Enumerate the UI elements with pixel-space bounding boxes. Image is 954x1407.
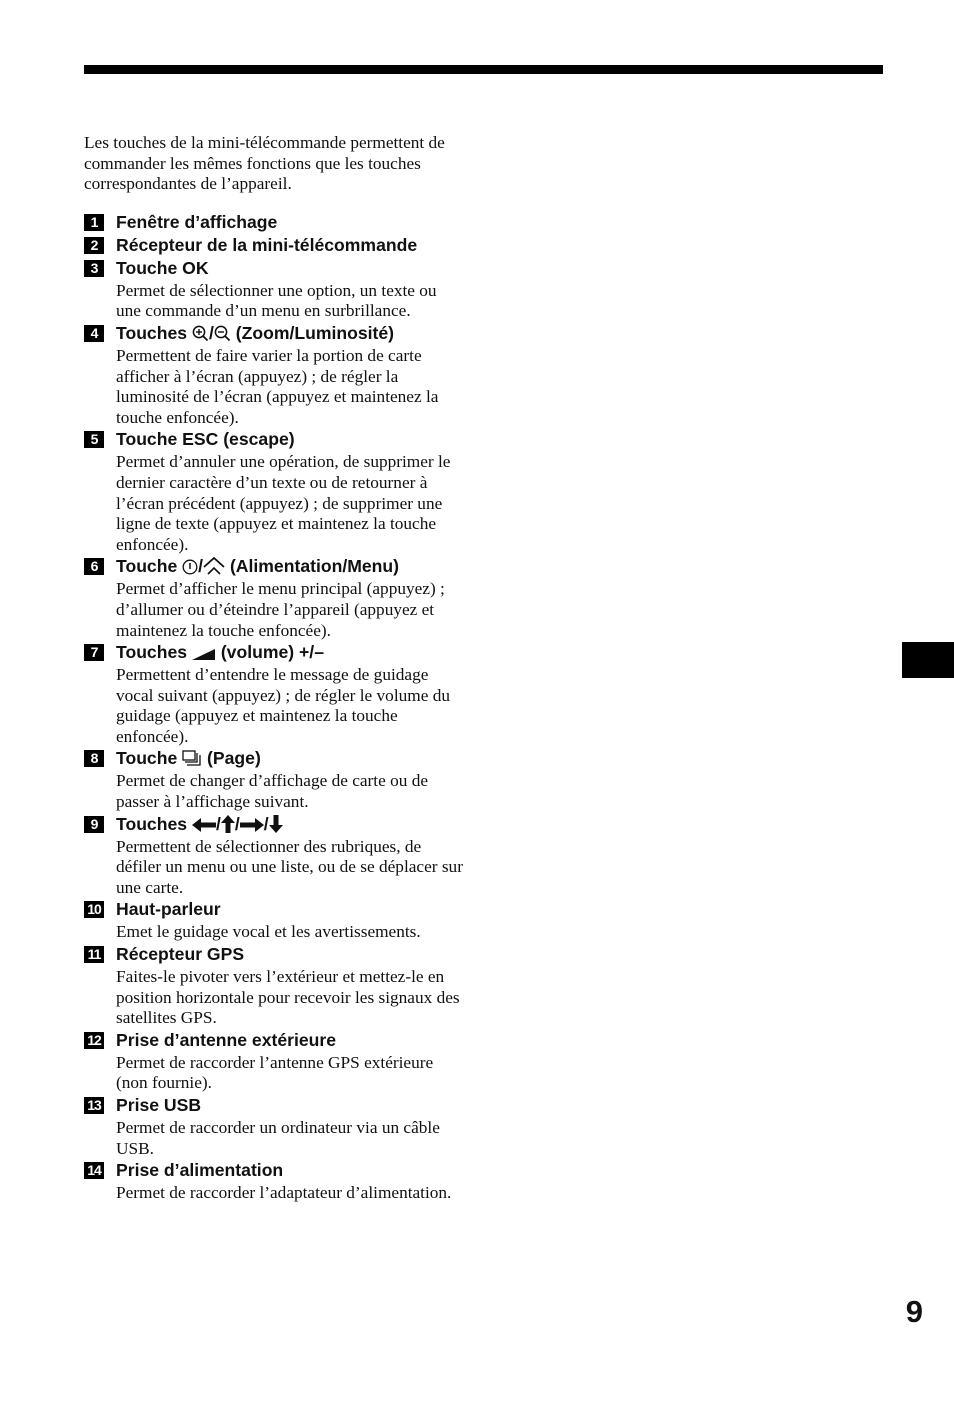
arrow-left-icon (192, 817, 216, 833)
item-number: 12 (84, 1032, 104, 1049)
home-menu-icon (203, 557, 225, 575)
item-number: 9 (84, 816, 104, 833)
item-heading-suffix: (Alimentation/Menu) (229, 556, 400, 577)
item-description: Permet de sélectionner une option, un texte ou une commande d’un menu en surbrillance. (116, 280, 437, 321)
icon-separator: / (234, 813, 240, 834)
item-number: 14 (84, 1162, 104, 1179)
item-description: Permet de changer d’affichage de carte ou de passer à l’affichage suivant. (116, 771, 429, 812)
item-heading: Récepteur GPS (116, 944, 245, 965)
item-description: Permettent de sélectionner des rubriques, de défiler un menu ou une liste, ou de se déplacer sur une carte. (116, 836, 463, 897)
list-item (84, 234, 464, 257)
power-icon (182, 559, 198, 575)
list-item (84, 322, 464, 428)
icon-separator: / (263, 813, 269, 834)
item-number: 5 (84, 431, 104, 448)
item-heading-prefix: Touche (116, 748, 178, 769)
item-description: Emet le guidage vocal et les avertissements. (116, 922, 421, 942)
list-item (84, 1159, 464, 1204)
item-heading (116, 747, 464, 770)
item-description: Permettent d’entendre le message de guidage vocal suivant (appuyez) ; de régler le volume du guidage (appuyez et maintenez la touche enfoncée). (116, 665, 450, 746)
intro-paragraph: Les touches de la mini-télécommande permettent de commander les mêmes fonctions que les touches correspondantes de l’appareil. (84, 133, 445, 194)
item-number: 1 (84, 214, 104, 231)
item-heading: Récepteur de la mini-télécommande (116, 234, 418, 255)
item-heading-prefix: Touche (116, 556, 178, 577)
item-heading-prefix: Touches (116, 642, 188, 663)
zoom-out-icon (214, 325, 231, 342)
item-heading (116, 813, 464, 836)
arrow-up-icon (221, 815, 235, 833)
item-number: 2 (84, 237, 104, 254)
list-item (84, 1029, 464, 1094)
item-description: Permet d’annuler une opération, de supprimer le dernier caractère d’un texte ou de retourner à l’écran précédent (appuyez) ; de supprimer une ligne de texte (appuyez et maintenez la touche enfoncée). (116, 452, 451, 554)
page-number: 9 (905, 1294, 922, 1329)
item-heading: Haut-parleur (116, 899, 221, 920)
item-heading: Prise d’alimentation (116, 1160, 284, 1181)
item-number: 8 (84, 750, 104, 767)
item-description: Permet d’afficher le menu principal (appuyez) ; d’allumer ou d’éteindre l’appareil (appuyez et maintenez la touche enfoncée). (116, 579, 445, 640)
item-description: Permet de raccorder l’antenne GPS extérieure (non fournie). (116, 1052, 434, 1093)
list-item (84, 943, 464, 1029)
item-heading-suffix: (volume) +/– (220, 642, 324, 663)
item-number: 10 (84, 901, 104, 918)
item-heading-prefix: Touches (116, 813, 188, 834)
list-item (84, 1094, 464, 1159)
item-heading (116, 641, 464, 664)
top-rule (84, 65, 883, 74)
icon-separator: / (198, 556, 204, 577)
list-item (84, 898, 464, 943)
item-description: Permet de raccorder un ordinateur via un câble USB. (116, 1118, 440, 1158)
item-number: 6 (84, 558, 104, 575)
item-heading (116, 322, 464, 345)
content (84, 133, 464, 1204)
item-number: 13 (84, 1097, 104, 1114)
item-heading-prefix: Touches (116, 322, 188, 343)
item-description: Permet de raccorder l’adaptateur d’alimentation. (116, 1183, 452, 1203)
arrow-down-icon (269, 815, 283, 833)
icon-separator: / (215, 813, 221, 834)
item-heading: Fenêtre d’affichage (116, 211, 278, 232)
item-description: Faites-le pivoter vers l’extérieur et mettez-le en position horizontale pour recevoir les signaux des satellites GPS. (116, 967, 460, 1028)
item-heading-suffix: (Page) (207, 748, 261, 769)
list-item (84, 813, 464, 899)
list-item (84, 428, 464, 555)
item-number: 7 (84, 644, 104, 661)
item-number: 3 (84, 260, 104, 277)
list-item (84, 257, 464, 322)
section-tab (902, 642, 954, 678)
zoom-in-icon (192, 325, 209, 342)
item-heading (116, 555, 464, 578)
list-item (84, 211, 464, 234)
icon-separator: / (208, 322, 214, 343)
item-number: 4 (84, 325, 104, 342)
item-heading: Touche ESC (escape) (116, 429, 295, 450)
item-heading: Touche OK (116, 257, 209, 278)
item-description: Permettent de faire varier la portion de carte afficher à l’écran (appuyez) ; de régler la luminosité de l’écran (appuyez et maintenez la touche enfoncée). (116, 345, 439, 427)
volume-icon (192, 647, 216, 661)
arrow-right-icon (240, 817, 264, 833)
list-item (84, 747, 464, 812)
item-heading: Prise d’antenne extérieure (116, 1029, 337, 1050)
list-item (84, 555, 464, 641)
item-heading: Prise USB (116, 1095, 202, 1115)
page-icon (182, 750, 202, 767)
item-heading-suffix: (Zoom/Luminosité) (235, 322, 395, 343)
item-number: 11 (84, 946, 104, 963)
list-item (84, 641, 464, 747)
